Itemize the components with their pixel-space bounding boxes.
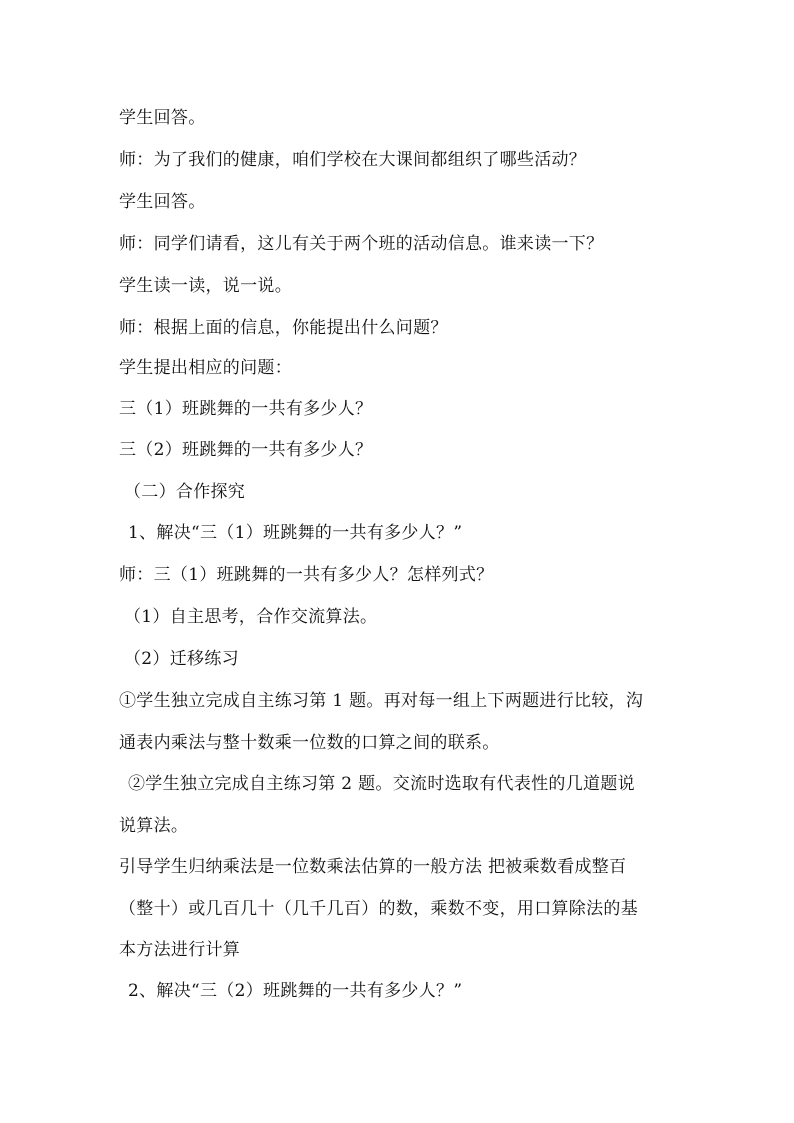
subsection-heading: 1、解决“三（1）班跳舞的一共有多少人？” [128, 523, 463, 543]
text-line: 三（2）班跳舞的一共有多少人？ [119, 440, 373, 460]
text-line: 学生回答。 [119, 192, 206, 212]
text-line: 师：根据上面的信息，你能提出什么问题？ [119, 318, 448, 338]
text-line: 通表内乘法与整十数乘一位数的口算之间的联系。 [119, 733, 500, 753]
text-line: 学生提出相应的问题： [119, 358, 292, 378]
text-line: 学生回答。 [119, 108, 206, 128]
text-line: 引导学生归纳乘法是一位数乘法估算的一般方法 把被乘数看成整百 [119, 857, 627, 877]
text-line: （1）自主思考，合作交流算法。 [124, 607, 378, 627]
text-line: 学生读一读，说一说。 [119, 276, 292, 296]
text-line: ②学生独立完成自主练习第 2 题。交流时选取有代表性的几道题说 [128, 774, 635, 794]
text-line: 师：为了我们的健康，咱们学校在大课间都组织了哪些活动？ [119, 150, 587, 170]
text-line: （整十）或几百几十（几千几百）的数，乘数不变，用口算除法的基 [119, 899, 638, 919]
text-line: 师：同学们请看，这儿有关于两个班的活动信息。谁来读一下？ [119, 234, 604, 254]
text-line: ①学生独立完成自主练习第 1 题。再对每一组上下两题进行比较，沟 [119, 691, 644, 711]
text-line: 说算法。 [119, 816, 189, 836]
text-line: （2）迁移练习 [124, 649, 239, 669]
text-line: 本方法进行计算 [119, 940, 241, 960]
text-line: 三（1）班跳舞的一共有多少人？ [119, 399, 373, 419]
text-line: 师：三（1）班跳舞的一共有多少人？怎样列式？ [119, 565, 494, 585]
section-heading: （二）合作探究 [124, 482, 246, 502]
subsection-heading: 2、解决“三（2）班跳舞的一共有多少人？” [128, 981, 463, 1001]
